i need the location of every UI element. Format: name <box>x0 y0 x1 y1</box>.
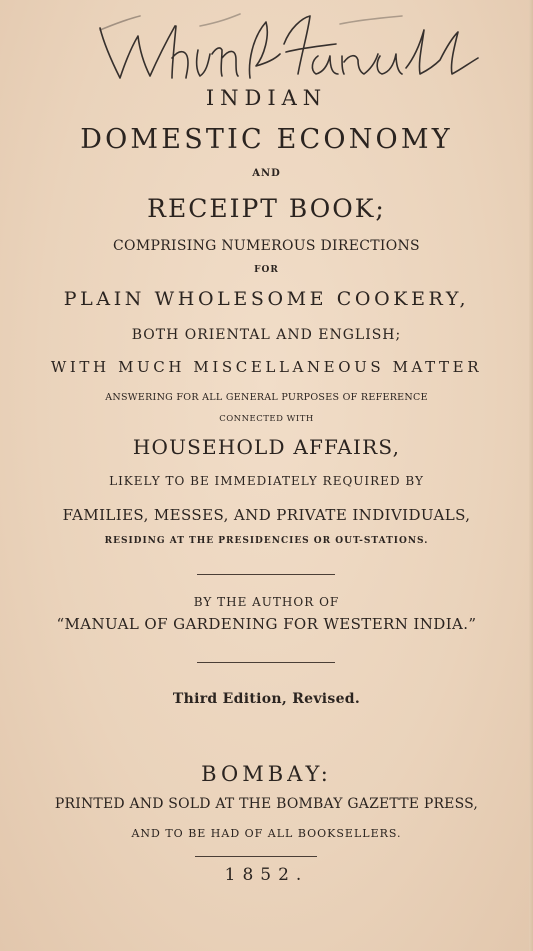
title-receipt-book: RECEIPT BOOK; <box>147 194 386 223</box>
author-attribution: BY THE AUTHOR OF <box>193 595 340 609</box>
title-domestic-economy: DOMESTIC ECONOMY <box>80 124 453 155</box>
author-previous-work: “MANUAL OF GARDENING FOR WESTERN INDIA.” <box>56 615 477 633</box>
imprint-booksellers: AND TO BE HAD OF ALL BOOKSELLERS. <box>131 827 402 840</box>
divider-rule <box>197 574 335 575</box>
handwritten-signature <box>80 8 500 98</box>
imprint-year: 1852. <box>224 865 309 885</box>
subtitle-household-affairs: HOUSEHOLD AFFAIRS, <box>132 435 401 459</box>
signature-drawing <box>80 8 500 98</box>
subtitle-connected-with: CONNECTED WITH <box>219 414 314 424</box>
subtitle-likely: LIKELY TO BE IMMEDIATELY REQUIRED BY <box>109 474 424 488</box>
subtitle-both-oriental: BOTH ORIENTAL AND ENGLISH; <box>131 327 402 343</box>
title-indian: INDIAN <box>205 86 328 110</box>
divider-rule <box>197 662 335 663</box>
subtitle-answering: ANSWERING FOR ALL GENERAL PURPOSES OF REFERENCE <box>105 392 428 403</box>
conjunction-for: FOR <box>254 265 279 275</box>
subtitle-residing: RESIDING AT THE PRESIDENCIES OR OUT-STATIONS. <box>104 536 429 546</box>
edition-statement: Third Edition, Revised. <box>172 691 361 707</box>
subtitle-families: FAMILIES, MESSES, AND PRIVATE INDIVIDUALS, <box>62 506 471 524</box>
conjunction-and: AND <box>252 168 281 179</box>
subtitle-with-much: WITH MUCH MISCELLANEOUS MATTER <box>50 358 483 376</box>
subtitle-comprising: COMPRISING NUMEROUS DIRECTIONS <box>113 238 420 254</box>
page-edge <box>529 0 533 951</box>
subtitle-plain-wholesome: PLAIN WHOLESOME COOKERY, <box>63 288 470 310</box>
imprint-place: BOMBAY: <box>201 762 332 786</box>
divider-rule <box>195 856 317 857</box>
imprint-printer: PRINTED AND SOLD AT THE BOMBAY GAZETTE PRESS, <box>54 796 479 812</box>
